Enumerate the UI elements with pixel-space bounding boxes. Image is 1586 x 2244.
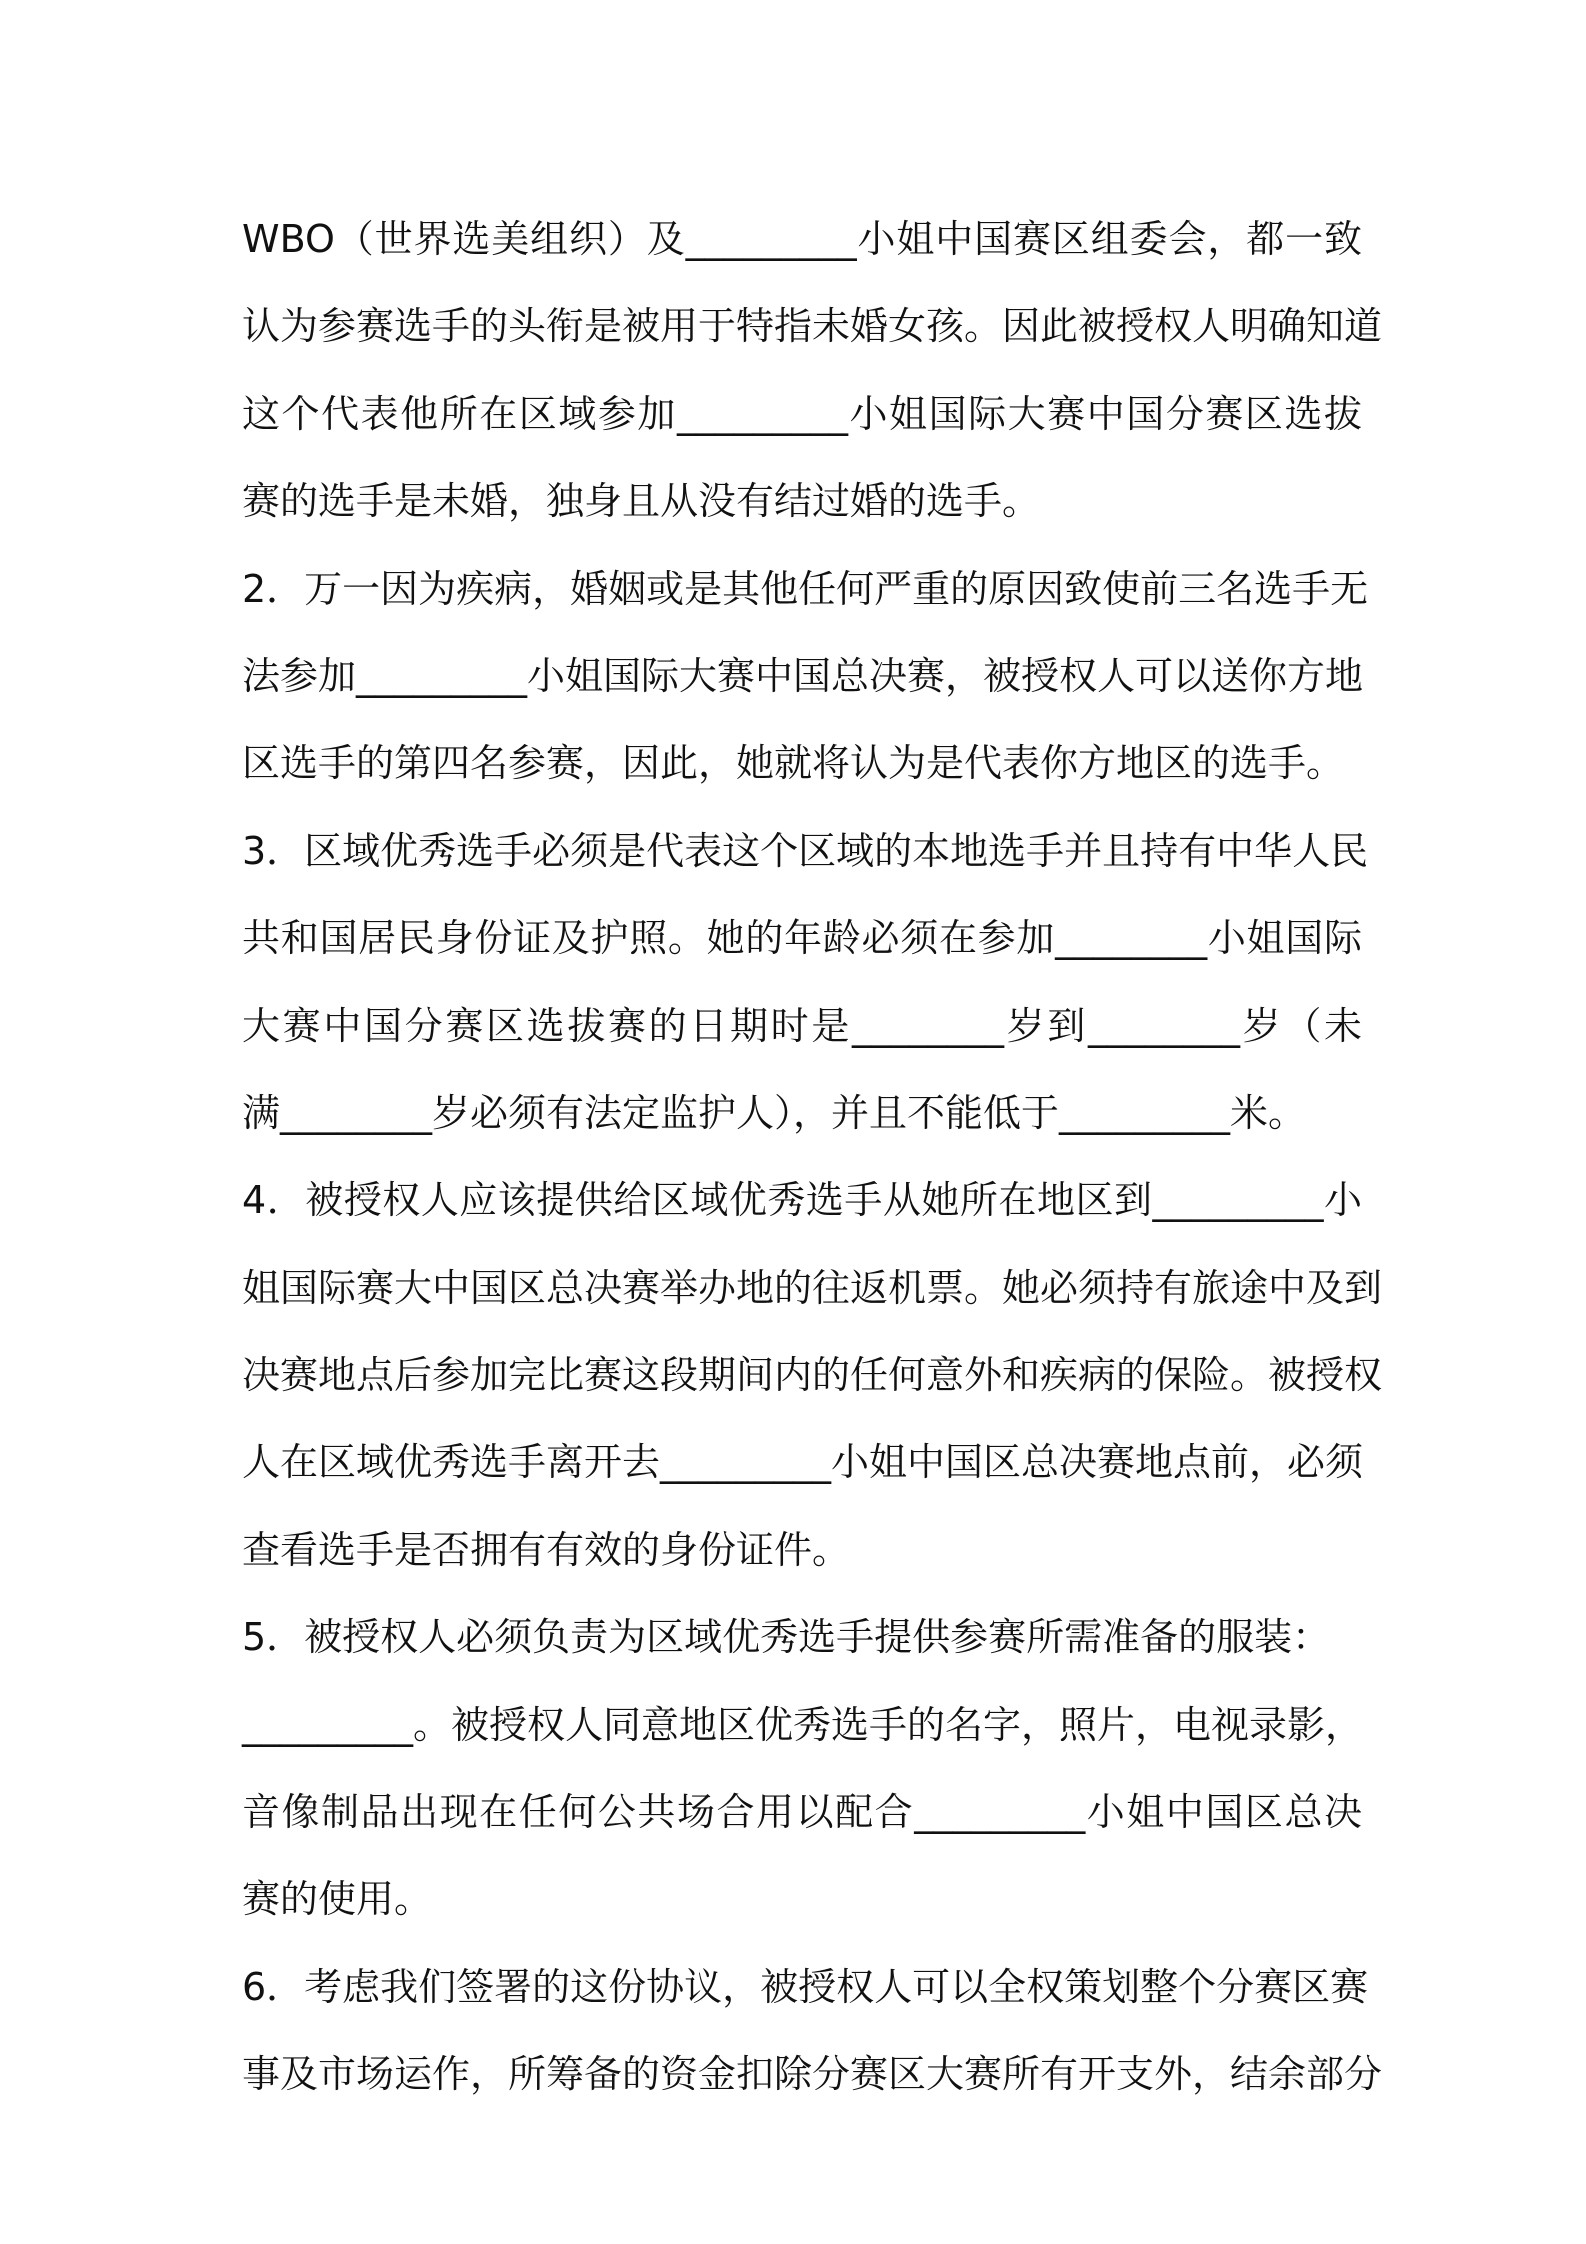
text-line: 这个代表他所在区域参加_________小姐国际大赛中国分赛区选拔 — [242, 391, 1362, 436]
text-line: 姐国际赛大中国区总决赛举办地的往返机票。她必须持有旅途中及到 — [242, 1265, 1383, 1310]
text-line: WBO（世界选美组织）及_________小姐中国赛区组委会，都一致 — [242, 217, 1362, 261]
text-line: 共和国居民身份证及护照。她的年龄必须在参加________小姐国际 — [242, 916, 1362, 961]
text-line: 赛的使用。 — [242, 1877, 433, 1922]
text-line: 区选手的第四名参赛，因此，她就将认为是代表你方地区的选手。 — [242, 741, 1345, 786]
text-line: 3．区域优秀选手必须是代表这个区域的本地选手并且持有中华人民 — [242, 828, 1369, 873]
text-line: _________。被授权人同意地区优秀选手的名字，照片，电视录影， — [242, 1702, 1364, 1747]
text-line: 法参加_________小姐国际大赛中国总决赛，被授权人可以送你方地 — [242, 653, 1364, 698]
text-line: 大赛中国分赛区选拔赛的日期时是________岁到________岁（未 — [242, 1003, 1362, 1048]
text-line: 事及市场运作，所筹备的资金扣除分赛区大赛所有开支外，结余部分 — [242, 2052, 1383, 2097]
text-line: 4．被授权人应该提供给区域优秀选手从她所在地区到_________小 — [242, 1178, 1362, 1223]
text-line: 2．万一因为疾病，婚姻或是其他任何严重的原因致使前三名选手无 — [242, 566, 1369, 611]
text-line: 赛的选手是未婚，独身且从没有结过婚的选手。 — [242, 479, 1041, 524]
text-line: 查看选手是否拥有有效的身份证件。 — [242, 1527, 851, 1572]
text-line: 决赛地点后参加完比赛这段期间内的任何意外和疾病的保险。被授权 — [242, 1353, 1383, 1398]
text-line: 5．被授权人必须负责为区域优秀选手提供参赛所需准备的服装： — [242, 1615, 1331, 1660]
text-line: 6．考虑我们签署的这份协议，被授权人可以全权策划整个分赛区赛 — [242, 1964, 1369, 2009]
document-body — [242, 196, 1383, 2119]
text-line: 满________岁必须有法定监护人），并且不能低于_________米。 — [242, 1090, 1307, 1135]
text-line: 认为参赛选手的头衔是被用于特指未婚女孩。因此被授权人明确知道 — [242, 304, 1383, 349]
text-line: 人在区域优秀选手离开去_________小姐中国区总决赛地点前，必须 — [242, 1440, 1364, 1485]
text-line: 音像制品出现在任何公共场合用以配合_________小姐中国区总决 — [242, 1790, 1362, 1835]
